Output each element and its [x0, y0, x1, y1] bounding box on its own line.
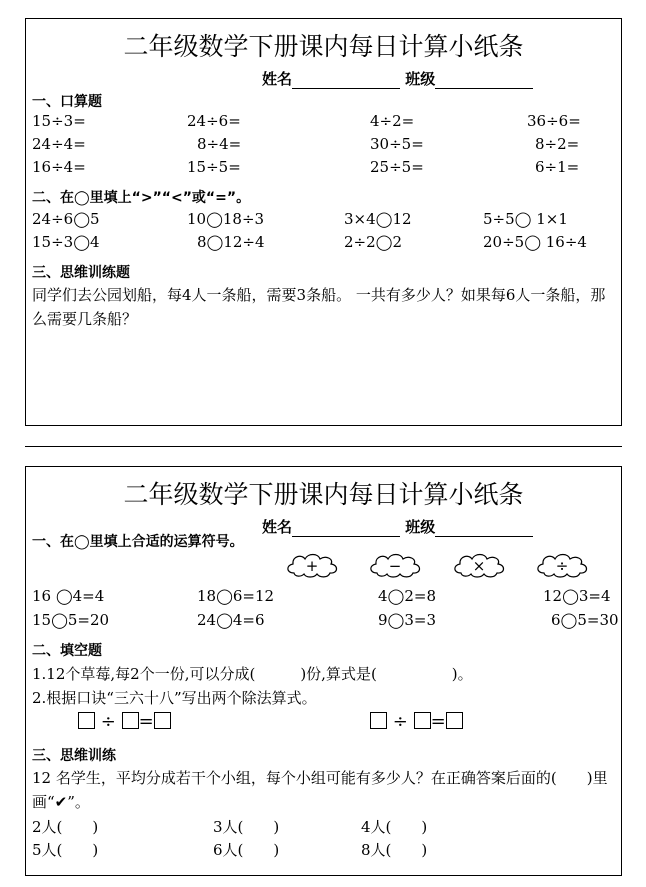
oral-item: 36÷6= [527, 112, 581, 130]
class-label: 班级 [405, 518, 436, 536]
divide-sign: ÷ [100, 711, 116, 732]
oral-item: 15÷3= [32, 112, 86, 130]
cloud-times-icon [451, 551, 507, 579]
name-blank[interactable] [292, 74, 400, 89]
operator-item: 18◯6=12 [197, 587, 275, 605]
operator-item: 9◯3=3 [378, 611, 436, 629]
divider-line [25, 446, 622, 447]
name-class-row [262, 68, 533, 89]
choice-item: 3人( ) [213, 818, 280, 836]
compare-item: 3×4◯12 [344, 210, 412, 228]
equals-sign: = [138, 711, 154, 732]
equals-sign: = [430, 711, 446, 732]
answer-box[interactable] [122, 712, 139, 729]
name-label: 姓名 [262, 70, 293, 88]
division-template-2 [370, 711, 463, 732]
oral-item: 25÷5= [370, 158, 424, 176]
choice-item: 8人( ) [361, 841, 428, 859]
section-heading-fill: 二、填空题 [32, 643, 102, 659]
cloud-op: × [472, 557, 486, 575]
oral-item: 8÷2= [535, 135, 580, 153]
compare-item: 8◯12÷4 [197, 233, 265, 251]
compare-item: 15÷3◯4 [32, 233, 100, 251]
oral-item: 6÷1= [535, 158, 580, 176]
answer-box[interactable] [446, 712, 463, 729]
worksheet-title: 二年级数学下册课内每日计算小纸条 [123, 32, 524, 61]
worksheet-card-1 [25, 18, 622, 426]
cloud-op: ÷ [555, 557, 569, 575]
operator-item: 6◯5=30 [551, 611, 619, 629]
answer-box[interactable] [78, 712, 95, 729]
name-class-row [262, 516, 533, 537]
fill-question-1: 1.12个草莓,每2个一份,可以分成( )份,算式是( )。 [32, 665, 473, 683]
compare-item: 10◯18÷3 [187, 210, 265, 228]
divide-sign: ÷ [392, 711, 408, 732]
section-heading-compare: 二、在◯里填上“>”“<”或“=”。 [32, 190, 251, 206]
compare-item: 24÷6◯5 [32, 210, 100, 228]
fill-question-2: 2.根据口诀“三六十八”写出两个除法算式。 [32, 689, 317, 707]
oral-item: 16÷4= [32, 158, 86, 176]
cloud-op: + [305, 557, 319, 575]
compare-item: 5÷5◯ 1×1 [483, 210, 568, 228]
operator-item: 24◯4=6 [197, 611, 265, 629]
answer-box[interactable] [154, 712, 171, 729]
answer-box[interactable] [370, 712, 387, 729]
section-heading-operators: 一、在◯里填上合适的运算符号。 [32, 534, 244, 550]
operator-item: 12◯3=4 [543, 587, 611, 605]
choice-item: 6人( ) [213, 841, 280, 859]
name-blank[interactable] [292, 522, 400, 537]
answer-box[interactable] [414, 712, 431, 729]
worksheet-title: 二年级数学下册课内每日计算小纸条 [123, 480, 524, 509]
division-template-1 [78, 711, 171, 732]
compare-item: 2÷2◯2 [344, 233, 402, 251]
section-heading-oral: 一、口算题 [32, 94, 102, 110]
worksheet-card-2 [25, 466, 622, 876]
cloud-divide-icon [534, 551, 590, 579]
compare-item: 20÷5◯ 16÷4 [483, 233, 587, 251]
operator-item: 16 ◯4=4 [32, 587, 105, 605]
oral-item: 24÷4= [32, 135, 86, 153]
class-blank[interactable] [435, 522, 533, 537]
oral-item: 30÷5= [370, 135, 424, 153]
class-blank[interactable] [435, 74, 533, 89]
operator-item: 15◯5=20 [32, 611, 110, 629]
cloud-minus-icon [367, 551, 423, 579]
class-label: 班级 [405, 70, 436, 88]
cloud-plus-icon [284, 551, 340, 579]
operator-item: 4◯2=8 [378, 587, 436, 605]
oral-item: 8÷4= [197, 135, 242, 153]
cloud-op: − [388, 557, 402, 575]
choice-item: 2人( ) [32, 818, 99, 836]
oral-item: 4÷2= [370, 112, 415, 130]
section-heading-thinking: 三、思维训练题 [32, 265, 130, 281]
section-heading-thinking: 三、思维训练 [32, 748, 116, 764]
choice-item: 5人( ) [32, 841, 99, 859]
oral-item: 15÷5= [187, 158, 241, 176]
name-label: 姓名 [262, 518, 293, 536]
word-problem: 12 名学生，平均分成若干个小组，每个小组可能有多少人？在正确答案后面的( )里画“✔”。 [32, 769, 608, 811]
choice-item: 4人( ) [361, 818, 428, 836]
oral-item: 24÷6= [187, 112, 241, 130]
word-problem: 同学们去公园划船，每4人一条船，需要3条船。 一共有多少人？如果每6人一条船，那么需要几条船？ [32, 286, 606, 328]
